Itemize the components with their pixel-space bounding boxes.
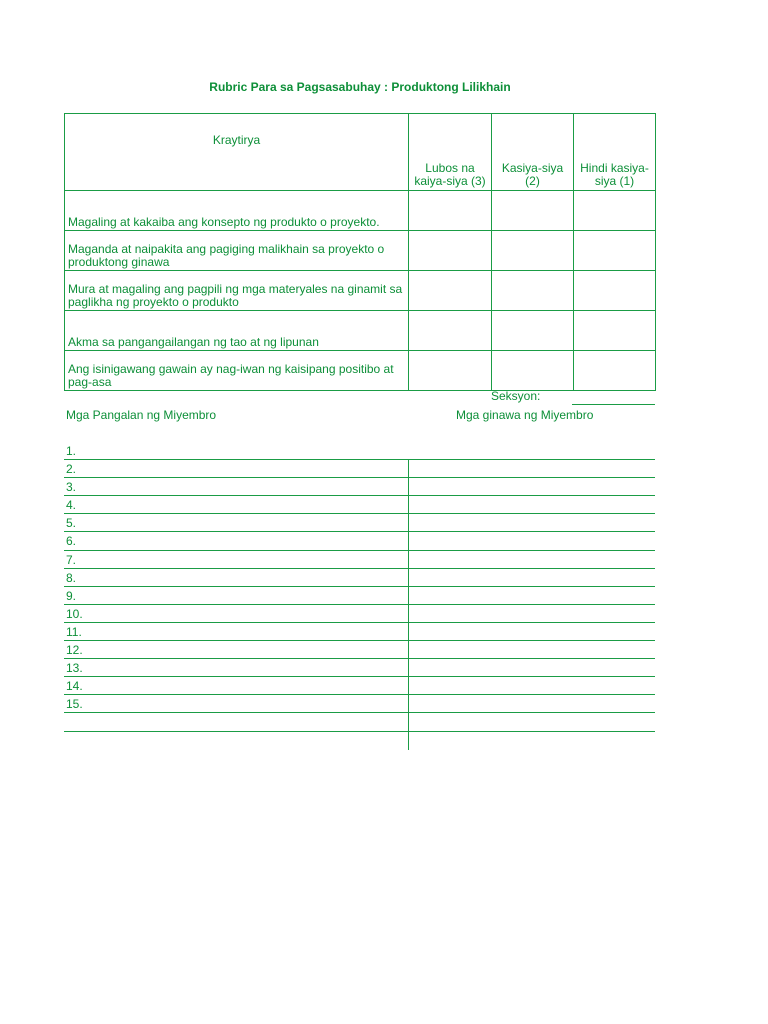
member-row[interactable] <box>64 532 655 550</box>
criterion-text: Ang isinigawang gawain ay nag-iwan ng kaisipang positibo at pag-asa <box>65 351 409 391</box>
member-row[interactable] <box>64 478 655 496</box>
rating-3-cell[interactable] <box>409 271 492 311</box>
members-header: Mga Pangalan ng Miyembro <box>66 408 217 422</box>
column-divider <box>408 713 409 731</box>
member-row[interactable] <box>64 623 655 641</box>
page-title: Rubric Para sa Pagsasabuhay : Produktong Lilikhain <box>209 80 511 94</box>
member-row[interactable] <box>64 659 655 677</box>
rating-2-cell[interactable] <box>492 311 574 351</box>
rubric-row <box>65 271 656 311</box>
rating-2-header: Kasiya-siya (2) <box>492 114 574 191</box>
member-number: 15. <box>66 697 83 712</box>
rating-2-cell[interactable] <box>492 351 574 391</box>
rating-1-cell[interactable] <box>574 311 656 351</box>
rating-3-header: Lubos na kaiya-siya (3) <box>409 114 492 191</box>
member-number: 12. <box>66 643 83 658</box>
column-divider <box>408 677 409 695</box>
rating-3-cell[interactable] <box>409 231 492 271</box>
rubric-row <box>65 311 656 351</box>
member-row[interactable] <box>64 605 655 623</box>
member-number: 7. <box>66 552 77 567</box>
rubric-row <box>65 191 656 231</box>
member-number: 8. <box>66 570 77 585</box>
list-tail <box>64 732 655 750</box>
seksyon-field[interactable] <box>572 404 655 405</box>
member-number: 13. <box>66 661 83 676</box>
criterion-text: Magaling at kakaiba ang konsepto ng produkto o proyekto. <box>65 191 409 231</box>
members-list <box>64 442 655 750</box>
rating-1-cell[interactable] <box>574 191 656 231</box>
seksyon-label: Seksyon: <box>491 389 541 403</box>
rubric-row <box>65 231 656 271</box>
column-divider <box>408 496 409 514</box>
rating-3-cell[interactable] <box>409 351 492 391</box>
rating-1-cell[interactable] <box>574 271 656 311</box>
member-number: 14. <box>66 679 83 694</box>
member-number: 9. <box>66 588 77 603</box>
column-divider <box>408 514 409 532</box>
member-number: 11. <box>66 624 82 639</box>
member-row[interactable] <box>64 460 655 478</box>
member-row[interactable] <box>64 677 655 695</box>
column-divider <box>408 587 409 605</box>
rating-3-cell[interactable] <box>409 191 492 231</box>
member-number: 4. <box>66 498 77 513</box>
criterion-text: Mura at magaling ang pagpili ng mga materyales na ginamit sa paglikha ng proyekto o produkto <box>65 271 409 311</box>
criteria-header: Kraytirya <box>65 114 409 191</box>
column-divider <box>408 551 409 569</box>
column-divider <box>408 732 409 750</box>
rating-1-cell[interactable] <box>574 351 656 391</box>
column-divider <box>408 623 409 641</box>
column-divider <box>408 532 409 550</box>
rubric-header-row <box>65 114 656 191</box>
member-row[interactable] <box>64 641 655 659</box>
rating-1-header: Hindi kasiya-siya (1) <box>574 114 656 191</box>
column-divider <box>408 478 409 496</box>
tasks-header: Mga ginawa ng Miyembro <box>456 408 594 422</box>
member-number: 2. <box>66 462 77 477</box>
member-number: 5. <box>66 516 77 531</box>
column-divider <box>408 659 409 677</box>
member-row[interactable] <box>64 496 655 514</box>
column-divider <box>408 460 409 478</box>
column-divider <box>408 569 409 587</box>
member-number: 1. <box>66 444 77 458</box>
criterion-text: Maganda at naipakita ang pagiging malikhain sa proyekto o produktong ginawa <box>65 231 409 271</box>
rating-2-cell[interactable] <box>492 191 574 231</box>
rating-2-cell[interactable] <box>492 271 574 311</box>
rating-3-cell[interactable] <box>409 311 492 351</box>
column-divider <box>408 605 409 623</box>
rubric-table <box>64 113 656 391</box>
member-row[interactable] <box>64 514 655 532</box>
member-row[interactable] <box>64 569 655 587</box>
member-row[interactable] <box>64 587 655 605</box>
member-row[interactable] <box>64 442 655 460</box>
member-number: 6. <box>66 534 77 549</box>
rubric-row <box>65 351 656 391</box>
member-number: 3. <box>66 480 77 495</box>
rating-1-cell[interactable] <box>574 231 656 271</box>
criterion-text: Akma sa pangangailangan ng tao at ng lipunan <box>65 311 409 351</box>
column-divider <box>408 641 409 659</box>
member-row[interactable] <box>64 551 655 569</box>
member-number: 10. <box>66 606 83 621</box>
rating-2-cell[interactable] <box>492 231 574 271</box>
member-row[interactable] <box>64 695 655 713</box>
column-divider <box>408 695 409 713</box>
member-row[interactable] <box>64 713 655 731</box>
